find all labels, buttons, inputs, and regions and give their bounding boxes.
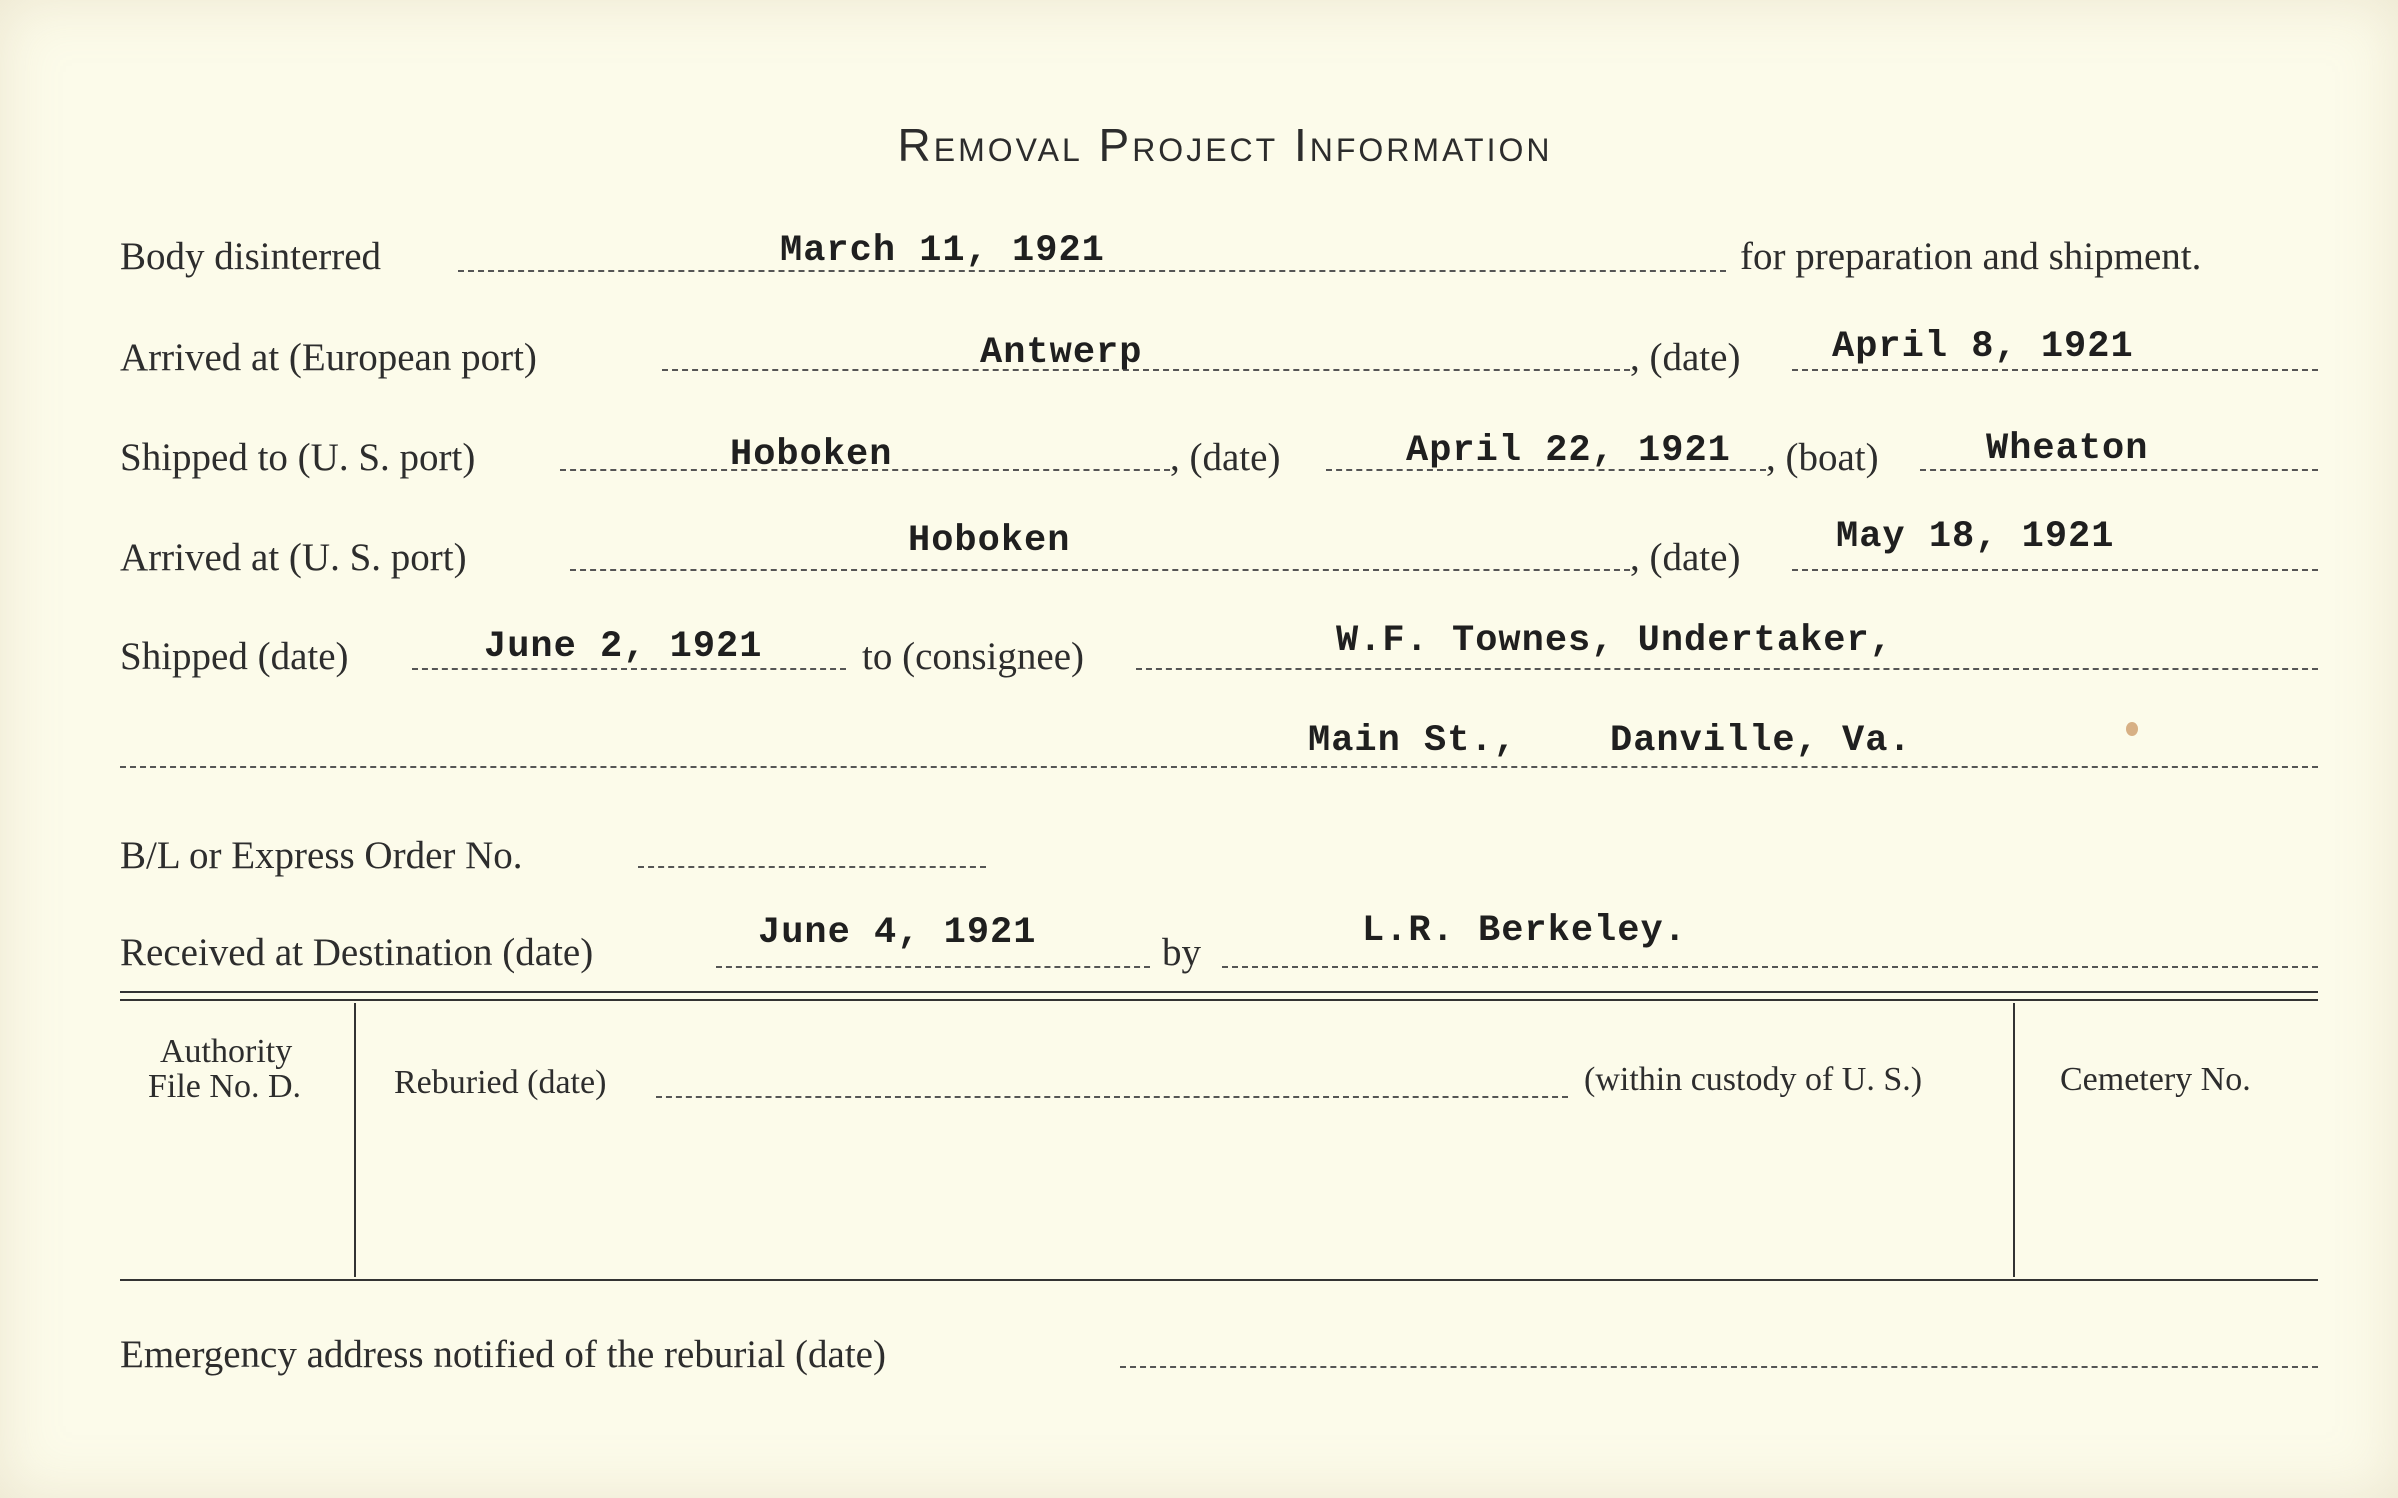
cemetery-label: Cemetery No. — [2060, 1061, 2251, 1098]
received-by-label: by — [1162, 931, 1201, 974]
arrived-us-line — [570, 569, 1630, 571]
received-by-value: L.R. Berkeley. — [1362, 910, 1687, 952]
paper-stain — [2126, 722, 2138, 736]
section-bottom-rule — [120, 1279, 2318, 1281]
consignee-address-city: Danville, Va. — [1610, 720, 1912, 762]
arrived-european-date-line — [1792, 369, 2318, 371]
arrived-european-date-value: April 8, 1921 — [1832, 326, 2134, 368]
cemetery-divider — [2013, 1003, 2015, 1277]
bl-order-label: B/L or Express Order No. — [120, 834, 523, 877]
arrived-european-label: Arrived at (European port) — [120, 336, 537, 379]
authority-label-line2: File No. D. — [148, 1068, 301, 1105]
arrived-us-date-label: , (date) — [1630, 536, 1741, 579]
consignee-address-line — [120, 766, 2318, 768]
card-title: Removal Project Information — [897, 119, 1553, 171]
consignee-value: W.F. Townes, Undertaker, — [1336, 620, 1893, 662]
received-date-line — [716, 966, 1150, 968]
shipped-us-date-value: April 22, 1921 — [1406, 430, 1731, 472]
received-date-value: June 4, 1921 — [758, 912, 1037, 954]
reburied-suffix: (within custody of U. S.) — [1584, 1061, 1923, 1098]
arrived-us-label: Arrived at (U. S. port) — [120, 536, 467, 579]
consignee-line — [1136, 668, 2318, 670]
shipped-date-label: Shipped (date) — [120, 635, 349, 678]
arrived-european-date-label: , (date) — [1630, 336, 1741, 379]
body-disinterred-value: March 11, 1921 — [780, 230, 1105, 272]
authority-divider — [354, 1003, 356, 1277]
shipped-date-value: June 2, 1921 — [484, 626, 763, 668]
section-top-rule-2 — [120, 999, 2318, 1001]
arrived-european-line — [662, 369, 1630, 371]
shipped-us-boat-label: , (boat) — [1766, 436, 1879, 479]
received-by-line — [1222, 966, 2318, 968]
section-top-rule — [120, 991, 2318, 993]
arrived-european-port-value: Antwerp — [980, 332, 1143, 374]
received-label: Received at Destination (date) — [120, 931, 594, 974]
body-disinterred-label: Body disinterred — [120, 235, 382, 278]
consignee-address-street: Main St., — [1308, 720, 1517, 762]
emergency-label: Emergency address notified of the reburial (date) — [120, 1333, 886, 1376]
shipped-us-port-value: Hoboken — [730, 434, 893, 476]
reburied-line — [656, 1096, 1568, 1098]
shipped-us-label: Shipped to (U. S. port) — [120, 436, 476, 479]
arrived-us-date-value: May 18, 1921 — [1836, 516, 2115, 558]
shipped-us-boat-value: Wheaton — [1986, 428, 2149, 470]
shipped-date-line — [412, 668, 846, 670]
bl-order-line — [638, 866, 986, 868]
arrived-us-date-line — [1792, 569, 2318, 571]
consignee-label: to (consignee) — [862, 635, 1085, 678]
shipped-us-date-label: , (date) — [1170, 436, 1281, 479]
authority-label-line1: Authority — [160, 1033, 293, 1070]
body-disinterred-suffix: for preparation and shipment. — [1740, 235, 2202, 278]
emergency-line — [1120, 1366, 2318, 1368]
reburied-label: Reburied (date) — [394, 1064, 607, 1101]
arrived-us-port-value: Hoboken — [908, 520, 1071, 562]
